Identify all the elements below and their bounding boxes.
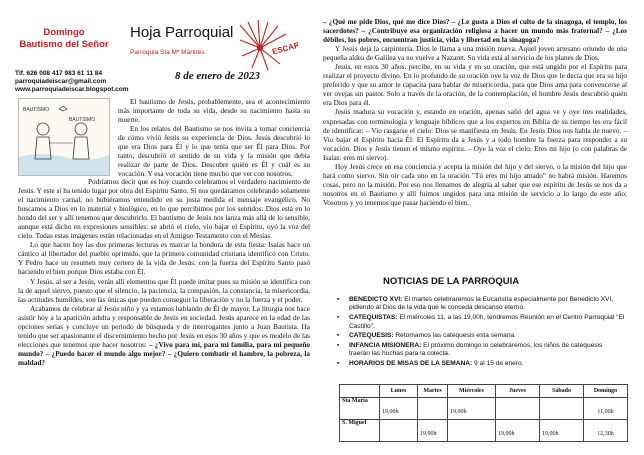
schedule-cell <box>584 398 628 420</box>
sunday-line-2: Bautismo del Señor <box>19 39 109 50</box>
schedule-time: 19,00h <box>382 409 399 415</box>
right-body <box>323 18 627 208</box>
right-paragraph-3: Jesús madura su vocación y, estando en oración, apenas salió del agua ve y oye tres realidades, expresadas con terminología y lenguaje bíblicos que a los expertos en Biblia de su tiempo les era fácil de identificar: – Vio rasgarse el cielo: Dios se manifiesta en Jesús. En Jesús Dios nos habla de nuevo. – Vio bajar el Espíritu hacia Él: El Espíritu da a Jesús y a todo hombre la fuerza para responder a su vocación. Dios y Jesús tienen el mismo espíritu. – Oye la voz el cielo: Eres mi hijo (o con palabras de Isaías: eres mi siervo). <box>323 108 627 162</box>
schedule-cell <box>418 398 448 420</box>
news-item-text: El martes celebraremos la Eucaristía especialmente por Benedicto XVI, pidiendo al Dios de la vida que le conceda descanso eterno. <box>349 296 614 312</box>
news-list <box>335 296 625 370</box>
issue-date: 8 de enero de 2023 <box>175 70 260 82</box>
schedule-time: 11,00h <box>597 409 614 415</box>
baptism-cartoon-image <box>19 99 109 175</box>
paragraph-2: En los relatos del Bautismo se nos invita a tomar conciencia de cómo vivió Jesús su experiencia de Dios. Jesús descubrió lo que era Dios para Él y lo que tenía que ser Él para Dios. Por tanto, descubrió el sentido de su vida y la misión que debía realizar de parte de Dios. Descubre quién es Él y cuál es su vocación. Y esa vocación tiene mucho que ver con nosotros. <box>118 125 310 179</box>
news-item-text: 9 al 15 de enero. <box>472 360 524 368</box>
schedule-row <box>340 420 628 442</box>
contact-email[interactable]: parroquiadeiscar@gmail.com <box>15 78 107 86</box>
paragraph-6-questions: – ¿Vivo para mí, para mi familia, para mi pequeño mundo? – ¿Puedo hacer el mundo algo mejor? – ¿Quiero combatir el hambre, la pobreza, la maldad? <box>18 340 310 367</box>
schedule-place: Sta María <box>340 398 380 420</box>
news-item-label: BENEDICTO XVI: <box>349 296 403 303</box>
news-item-label: CATEQUISTAS: <box>349 314 398 322</box>
schedule-cell <box>380 420 418 442</box>
news-item-text: Retomamos las catequesis esta semana. <box>393 332 516 340</box>
bullet-icon: ▪ <box>337 341 340 349</box>
schedule-day-header: Lunes <box>380 385 418 398</box>
baptism-illustration <box>18 98 110 176</box>
parish-logo <box>238 20 298 75</box>
schedule-cell <box>496 398 540 420</box>
news-item <box>335 332 625 340</box>
schedule-time: 19,00h <box>420 431 437 437</box>
illustration-caption-left: BAUTISMO <box>23 107 50 113</box>
bullet-icon: ▪ <box>337 332 340 340</box>
news-item <box>335 314 625 331</box>
news-item-label: CATEQUESIS: <box>349 332 394 340</box>
schedule-header-row <box>340 385 628 398</box>
contact-web[interactable]: www.parroquiadeiscar.blogspot.com <box>15 86 129 94</box>
schedule-time: 12,30h <box>597 431 614 437</box>
schedule-day-header: Domingo <box>584 385 628 398</box>
schedule-cell <box>584 420 628 442</box>
schedule-day-header: Martes <box>418 385 448 398</box>
schedule-time: 19,00h <box>542 431 559 437</box>
schedule-cell <box>540 398 584 420</box>
paragraph-6 <box>18 305 310 368</box>
paragraph-1: El bautismo de Jesús, probablemente, sea el acontecimiento más importante de toda su vida, desde su nacimiento hasta su muerte. <box>118 98 310 125</box>
paragraph-4: Lo que hacen hoy las dos primeras lecturas es marcar la hondura de esta fiesta: Isaías hace un cántico al libertador del pueblo oprimido, que la primera comunidad cristiana identificó con Cristo. Y Pedro hace un resumen muy certero de la vida de Jesús: con la fuerza del Espíritu Santo pasó haciendo el bien porque Dios estaba con Él. <box>18 241 310 277</box>
news-item <box>335 296 625 313</box>
schedule-cell <box>540 420 584 442</box>
right-questions: – ¿Qué me pide Dios, qué me dice Dios? – ¿Le gusta a Dios el culto de la sinagoga, el templo, los sacerdotes? – ¿Contribuye esa organización religiosa a hacer un mundo más fraternal? – ¿Los débiles, los pobres, encuentran justicia, vida y libertad en la sinagoga? <box>323 18 627 45</box>
schedule-day-header: Jueves <box>496 385 540 398</box>
news-item-text: El miércoles 11, a las 19,00h, tendremos Reunión en el Centro Parroquial "El Castillo". <box>349 314 625 330</box>
news-item-label: INFANCIA MISIONERA: <box>349 341 422 349</box>
schedule-place: S. Miguel <box>340 420 380 442</box>
schedule-row <box>340 398 628 420</box>
news-item-label: HORARIOS DE MISAS DE LA SEMANA: <box>349 360 473 368</box>
schedule-cell <box>496 420 540 442</box>
news-item <box>335 360 625 368</box>
schedule-time: 19,00h <box>498 431 515 437</box>
schedule-day-header: Miércoles <box>448 385 496 398</box>
sunday-line-1: Domingo <box>43 27 85 38</box>
left-intro-paragraph <box>118 98 310 179</box>
bullet-icon: ▪ <box>337 296 340 303</box>
paragraph-3: Podríamos decir que es hoy cuando celebramos el verdadero nacimiento de Jesús. Y este sí ha tenido lugar por obra del Espíritu Santo. Si nos quedáramos celebrando solamente el nacimiento carnal, no hubiéramos entendido en su justa medida el mensaje evangélico. No buscamos a Dios en lo material y biológico, en lo que percibimos por los sentidos: Dios está en lo hondo del ser y allí tenemos que descubrirlo. El bautismo de Jesús nos lanza más allá de lo sensible, aunque está dicho en expresiones sensibles: se abrió el cielo, vio bajar el Espíritu, oyó la voz del cielo. Todas estas imágenes están relacionadas en el Antiguo Testamento con el Mesías. <box>18 178 310 241</box>
schedule-corner-cell <box>340 385 380 398</box>
bullet-icon: ▪ <box>337 314 340 322</box>
logo-text: ESCAR <box>271 40 298 57</box>
paragraph-5: Y Jesús, al ser a Jesús, verán allí elementos que Él puede imitar pues su misión se identifica con la de aquel siervo, puesto que el silencio, la paciencia, la compasión, la constancia, la misericordia, las actitudes humildes, son las únicas que pueden conseguir la liberación y no la fuerza y el poder. <box>18 277 310 304</box>
schedule-cell <box>448 420 496 442</box>
contact-block <box>15 70 129 95</box>
right-paragraph-4: Hoy Jesús crece en esa conciencia y acepta la misión del hijo y del siervo, o la misión del hijo que hará como siervo. Sin oír cada uno en la oración "Tú eres mi hijo amado" no habrá misión. Haremos cosas, pero no la misión. Por eso nos llenamos de alegría al saber que ese espíritu de Jesús se nos da a nosotros en el Bautismo y allí fuimos ungidos para una misión de servicio a lo largo de este año: Vosotros y yo tenemos que pasar haciendo el bien. <box>323 162 627 207</box>
schedule-cell <box>380 398 418 420</box>
sunburst-logo-icon <box>238 20 298 75</box>
left-body <box>18 178 310 368</box>
right-paragraph-2: Jesús, en estos 30 años, percibe, en su vida y en su oración, que está ungido por el Espíritu para realizar el proyecto divino. En lo profundo de su oración oye la voz de Dios que le decía que era su hijo preferido y que su amor le capacita para hablar de misericordia, para que Dios ama para convencerse al ver ovejas sin pastor. Solo a través de la oración, de la contemplación, el hombre Jesús descubrió quién era Dios para él. <box>323 63 627 108</box>
parish-name: Parroquia Sta Mª Mártires <box>130 49 205 56</box>
paragraph-6-text: Acabamos de celebrar al Jesús niño y ya estamos hablando de Él de mayor. La liturgia nos hace asistir hoy a la aparición adulta y responsable de Jesús en sociedad. Jesús aparece en la edad de las opciones serias y concluye un periodo de búsqueda y de interrogantes junto a Juan Bautista. Ha tenido que ser apasionante el discernimiento hecho por Jesús en esos 30 años y que es modelo de las elecciones que tenemos que hacer nosotros: <box>18 304 310 349</box>
mass-schedule-table <box>339 384 628 442</box>
news-item <box>335 342 625 359</box>
schedule-cell <box>418 420 448 442</box>
sunday-heading <box>14 27 114 51</box>
right-paragraph-1: Y Jesús deja la carpintería. Dios le llama a una misión nueva. Aquel joven artesano oriundo de una pequeña aldea de Galilea ya no vuelve a Nazaret. Su vida está al servicio de los planes de Dios. <box>323 45 627 63</box>
bulletin-title: Hoja Parroquial <box>130 24 234 41</box>
schedule-cell <box>448 398 496 420</box>
news-item-text: El próximo domingo lo celebraremos, los niños de catequesis traerán las huchas para la colecta. <box>349 341 603 358</box>
contact-phone: Tlf. 626 008 417 983 61 11 84 <box>15 70 103 77</box>
schedule-time: 19,00h <box>450 409 467 415</box>
schedule-day-header: Sábado <box>540 385 584 398</box>
news-title: NOTICIAS DE LA PARROQUIA <box>383 276 520 287</box>
illustration-caption-right: BAUTISMO <box>69 117 96 123</box>
bullet-icon: ▪ <box>337 360 340 368</box>
